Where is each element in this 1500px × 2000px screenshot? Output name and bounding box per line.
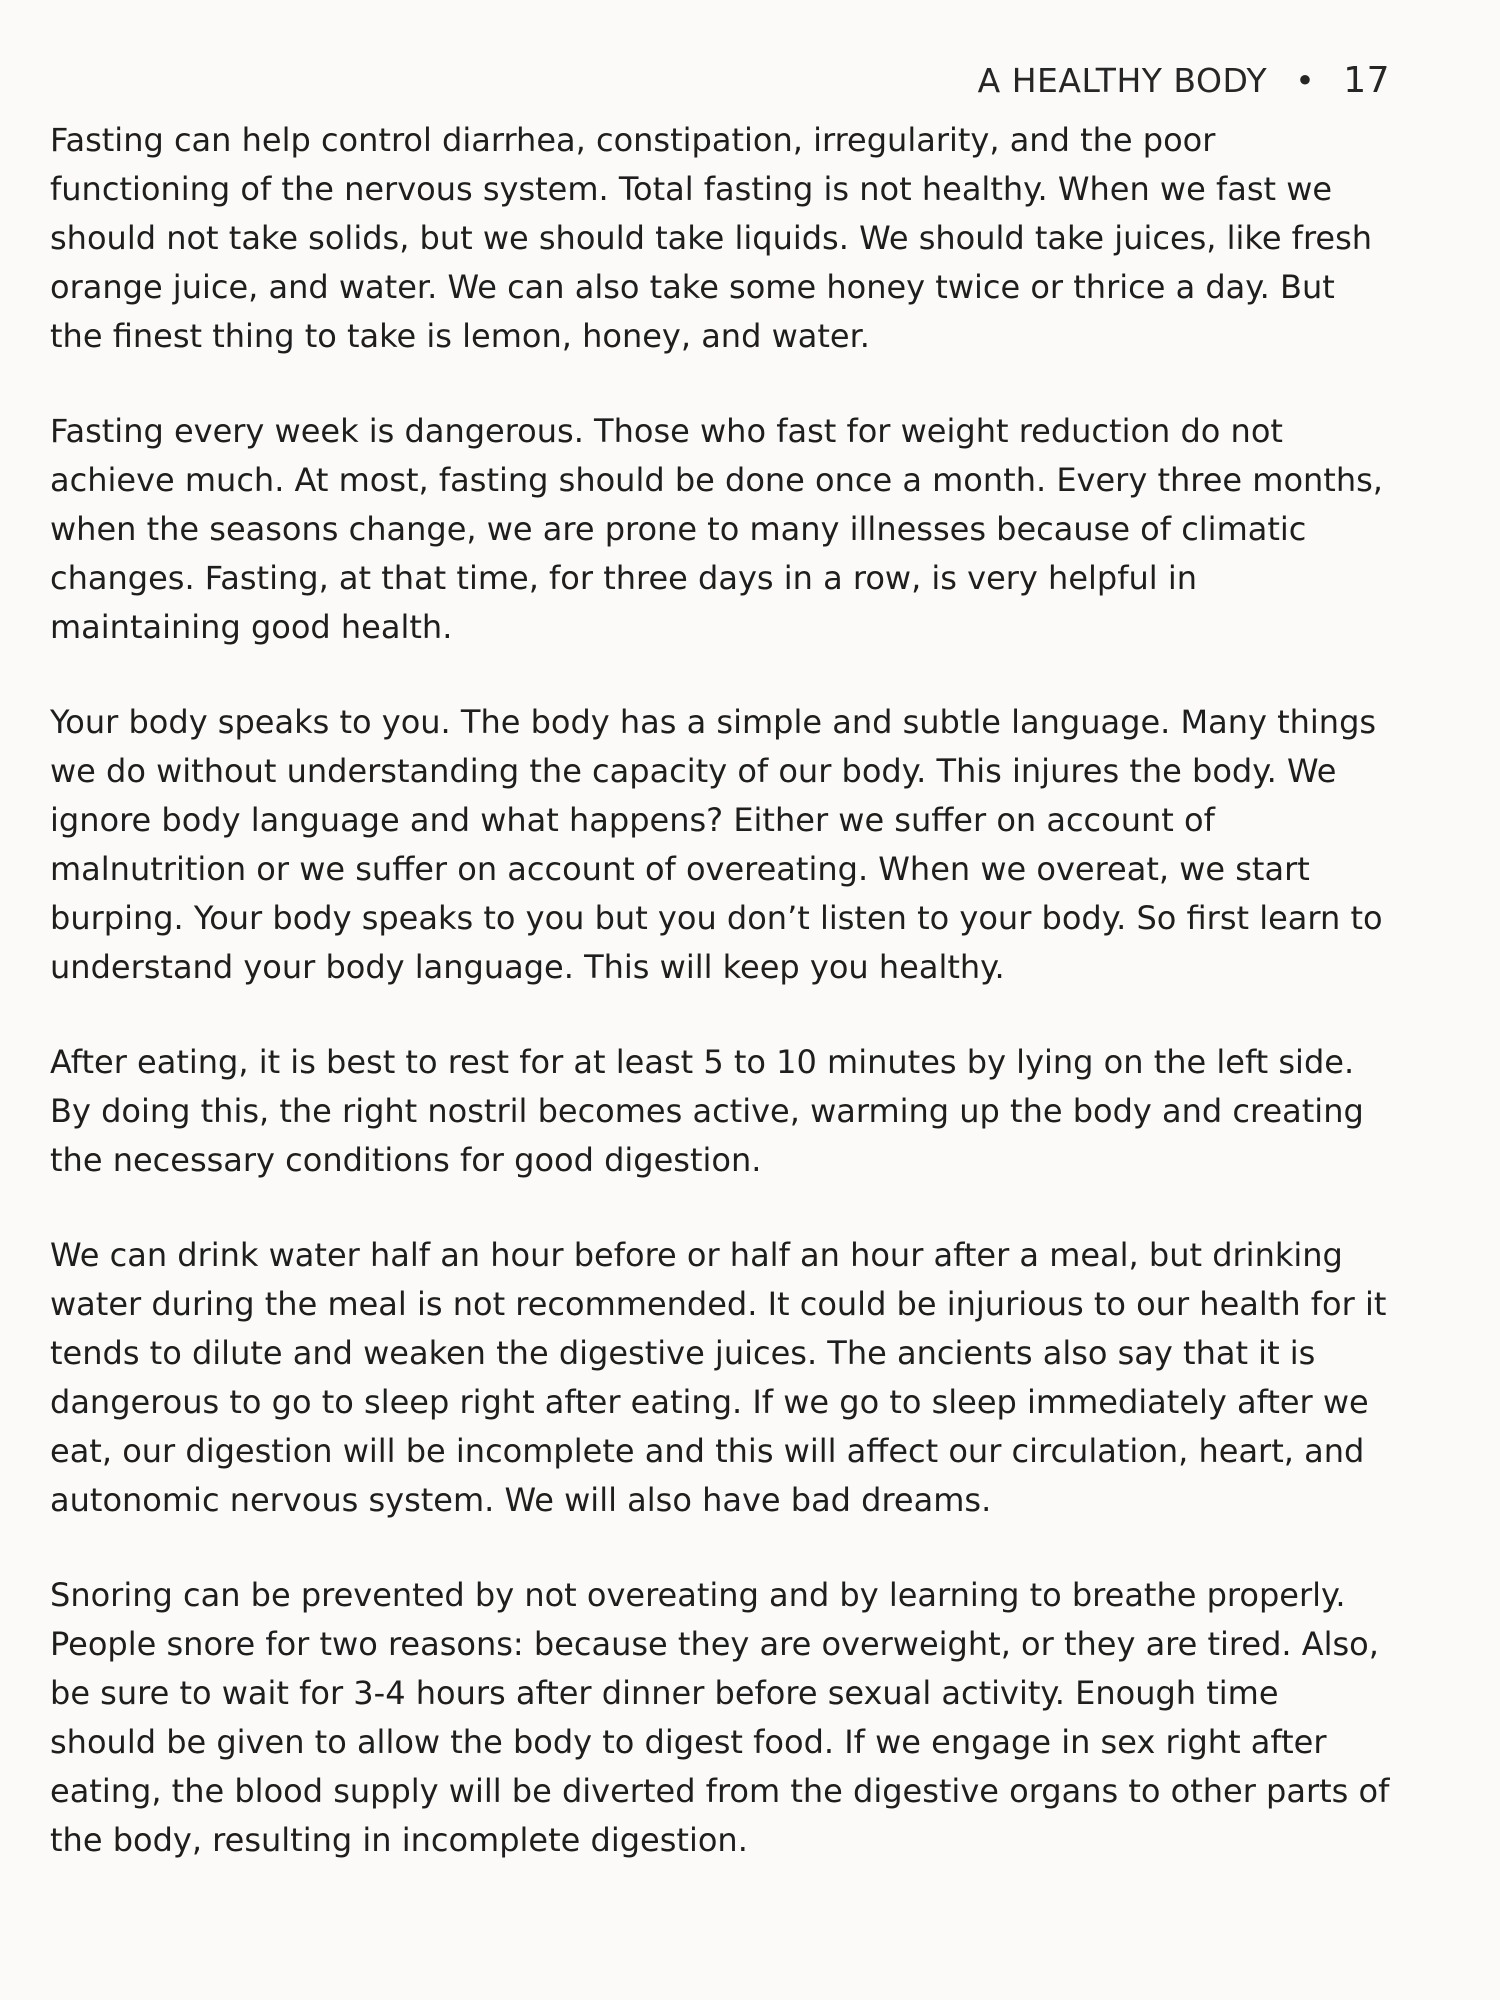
paragraph-fasting-frequency: Fasting every week is dangerous. Those who fast for weight reduction do not achieve much. At most, fasting should be done once a month. Every three months, when the seasons change, we are prone to many illnesses because of climatic changes. Fasting, at that time, for three days in a row, is very helpful in maintaining good health.: [50, 412, 1383, 646]
section-title: A HEALTHY BODY: [977, 61, 1268, 100]
paragraph-rest-after-eating: After eating, it is best to rest for at least 5 to 10 minutes by lying on the left side. By doing this, the right nostril becomes active, warming up the body and creating the necessary conditions for good digestion.: [50, 1043, 1364, 1179]
paragraph-body-language: Your body speaks to you. The body has a simple and subtle language. Many things we do without understanding the capacity of our body. This injures the body. We ignore body language and what happens? Either we suffer on account of malnutrition or we suffer on account of overeating. When we overeat, we start burping. Your body speaks to you but you don’t listen to your body. So first learn to understand your body language. This will keep you healthy.: [50, 703, 1383, 986]
page-number: 17: [1343, 60, 1390, 101]
paragraph-snoring: Snoring can be prevented by not overeating and by learning to breathe properly. People snore for two reasons: because they are overweight, or they are tired. Also, be sure to wait for 3-4 hours after dinner before sexual activity. Enough time should be given to allow the body to digest food. If we engage in sex right after eating, the blood supply will be diverted from the digestive organs to other parts of the body, resulting in incomplete digestion.: [50, 1576, 1390, 1859]
running-header: [978, 60, 1390, 101]
header-separator: •: [1295, 61, 1316, 100]
paragraph-fasting-benefits: Fasting can help control diarrhea, constipation, irregularity, and the poor functioning of the nervous system. Total fasting is not healthy. When we fast we should not take solids, but we should take liquids. We should take juices, like fresh orange juice, and water. We can also take some honey twice or thrice a day. But the finest thing to take is lemon, honey, and water.: [50, 121, 1373, 355]
body-text: [50, 116, 1390, 1865]
paragraph-drinking-water: We can drink water half an hour before or half an hour after a meal, but drinking water during the meal is not recommended. It could be injurious to our health for it tends to dilute and weaken the digestive juices. The ancients also say that it is dangerous to go to sleep right after eating. If we go to sleep immediately after we eat, our digestion will be incomplete and this will affect our circulation, heart, and autonomic nervous system. We will also have bad dreams.: [50, 1236, 1387, 1519]
